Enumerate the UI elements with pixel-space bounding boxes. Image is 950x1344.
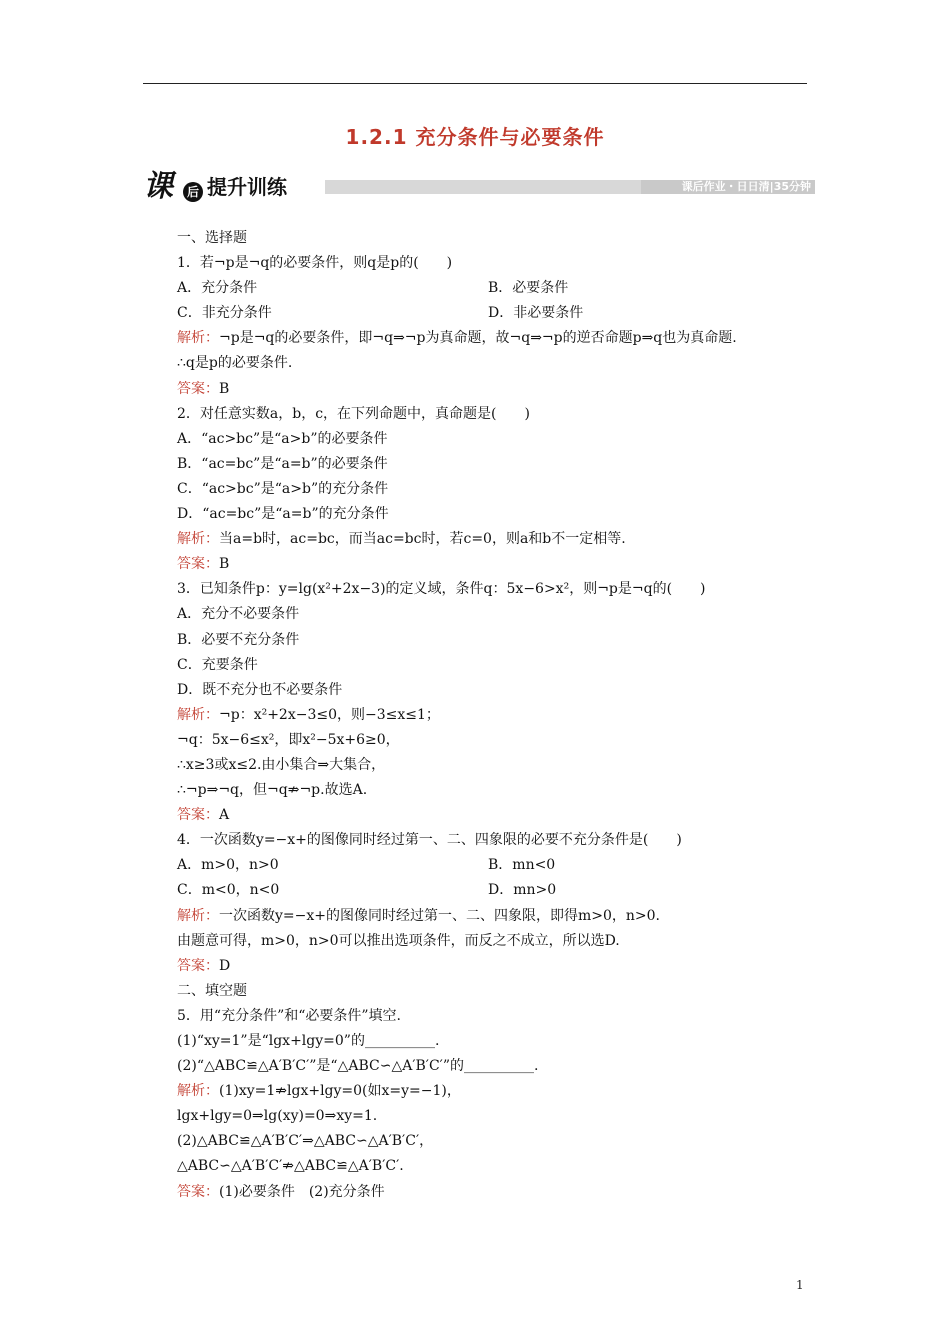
page-number: 1 <box>796 1278 804 1292</box>
page-title: 1.2.1 充分条件与必要条件 <box>345 125 605 149</box>
q3-solution-2: ¬q：5x−6≤x²，即x²−5x+6≥0， <box>177 731 400 748</box>
q1-option-d: D．非必要条件 <box>488 305 584 322</box>
section-heading-2: 二、填空题 <box>177 982 247 999</box>
q2-solution: 解析：当a=b时，ac=bc，而当ac=bc时，若c=0，则a和b不一定相等. <box>177 531 626 548</box>
q4-solution: 解析：一次函数y=−x+的图像同时经过第一、二、四象限，即得m>0，n>0. <box>177 907 661 924</box>
q2-option-c: C．“ac>bc”是“a>b”的充分条件 <box>177 480 389 497</box>
solution-label: 解析： <box>177 1083 219 1100</box>
q4-options-row-1 <box>177 853 817 878</box>
q2-option-b: B．“ac=bc”是“a=b”的必要条件 <box>177 455 388 472</box>
q4-option-b: B．mn<0 <box>488 857 556 874</box>
section-banner <box>143 170 815 204</box>
q2-option-a: A．“ac>bc”是“a>b”的必要条件 <box>177 430 388 447</box>
q5-answer <box>177 1180 817 1205</box>
answer-label: 答案： <box>177 556 219 573</box>
q3-option-d: D．既不充分也不必要条件 <box>177 681 343 698</box>
q4-options-row-2 <box>177 878 817 903</box>
banner-logo: 课 <box>143 169 173 204</box>
q5-solution-4: △ABC∽△A′B′C′⇏△ABC≌△A′B′C′. <box>177 1158 404 1175</box>
question-4: 4．一次函数y=−x+的图像同时经过第一、二、四象限的必要不充分条件是( ) <box>177 832 682 849</box>
answer-value: (1)必要条件 (2)充分条件 <box>219 1183 385 1200</box>
q4-option-d: D．mn>0 <box>488 882 557 899</box>
q3-solution: 解析：¬p：x²+2x−3≤0，则−3≤x≤1； <box>177 706 440 723</box>
q5-part-1: (1)“xy=1”是“lgx+lgy=0”的__________. <box>177 1033 440 1049</box>
q3-answer <box>177 803 817 828</box>
answer-label: 答案： <box>177 1183 219 1200</box>
answer-value: B <box>219 380 230 397</box>
q3-option-b: B．必要不充分条件 <box>177 631 300 648</box>
banner-tag: 课后作业・日日清|35分钟 <box>641 180 815 194</box>
solution-label: 解析： <box>177 907 219 924</box>
q2-answer <box>177 552 817 577</box>
q1-options-row-1 <box>177 276 817 301</box>
q3-solution-3: ∴x≥3或x≤2.由小集合⇒大集合， <box>177 756 386 773</box>
answer-value: B <box>219 556 230 573</box>
solution-label: 解析： <box>177 531 219 548</box>
q4-answer <box>177 954 817 979</box>
q5-solution: 解析：(1)xy=1⇏lgx+lgy=0(如x=y=−1)， <box>177 1083 461 1100</box>
q4-solution-2: 由题意可得，m>0，n>0可以推出选项条件，而反之不成立，所以选D. <box>177 932 620 949</box>
solution-label: 解析： <box>177 706 219 723</box>
q4-option-a: A．m>0，n>0 <box>177 857 279 874</box>
document-body <box>177 226 817 1205</box>
q2-option-d: D．“ac=bc”是“a=b”的充分条件 <box>177 506 389 523</box>
q1-option-a: A．充分条件 <box>177 280 258 297</box>
q3-solution-4: ∴¬p⇒¬q，但¬q⇏¬p.故选A. <box>177 782 368 799</box>
banner-heading: 提升训练 <box>207 175 287 199</box>
solution-label: 解析： <box>177 330 219 347</box>
answer-value: A <box>219 807 230 824</box>
question-3: 3．已知条件p：y=lg(x²+2x−3)的定义域，条件q：5x−6>x²，则¬p是¬q的( ) <box>177 581 706 598</box>
question-5: 5．用“充分条件”和“必要条件”填空. <box>177 1007 401 1024</box>
answer-label: 答案： <box>177 957 219 974</box>
q5-solution-2: lgx+lgy=0⇒lg(xy)=0⇒xy=1. <box>177 1108 378 1125</box>
header-rule <box>143 83 807 84</box>
q1-answer <box>177 377 817 402</box>
q1-option-c: C．非充分条件 <box>177 305 272 322</box>
q5-solution-3: (2)△ABC≌△A′B′C′⇒△ABC∽△A′B′C′， <box>177 1133 434 1150</box>
q1-option-b: B．必要条件 <box>488 280 569 297</box>
q4-option-c: C．m<0，n<0 <box>177 882 280 899</box>
question-1: 1．若¬p是¬q的必要条件，则q是p的( ) <box>177 255 453 272</box>
q3-option-a: A．充分不必要条件 <box>177 606 300 623</box>
answer-label: 答案： <box>177 807 219 824</box>
q1-options-row-2 <box>177 301 817 326</box>
q5-part-2: (2)“△ABC≌△A′B′C′”是“△ABC∽△A′B′C′”的__________. <box>177 1058 539 1075</box>
q1-solution-2: ∴q是p的必要条件. <box>177 355 293 372</box>
q3-option-c: C．充要条件 <box>177 656 258 673</box>
answer-value: D <box>219 957 231 974</box>
question-2: 2．对任意实数a，b，c，在下列命题中，真命题是( ) <box>177 405 530 422</box>
q1-solution: 解析：¬p是¬q的必要条件，即¬q⇒¬p为真命题，故¬q⇒¬p的逆否命题p⇒q也为真命题. <box>177 330 737 347</box>
section-heading: 一、选择题 <box>177 230 247 246</box>
banner-badge: 后 <box>183 182 203 202</box>
answer-label: 答案： <box>177 380 219 397</box>
